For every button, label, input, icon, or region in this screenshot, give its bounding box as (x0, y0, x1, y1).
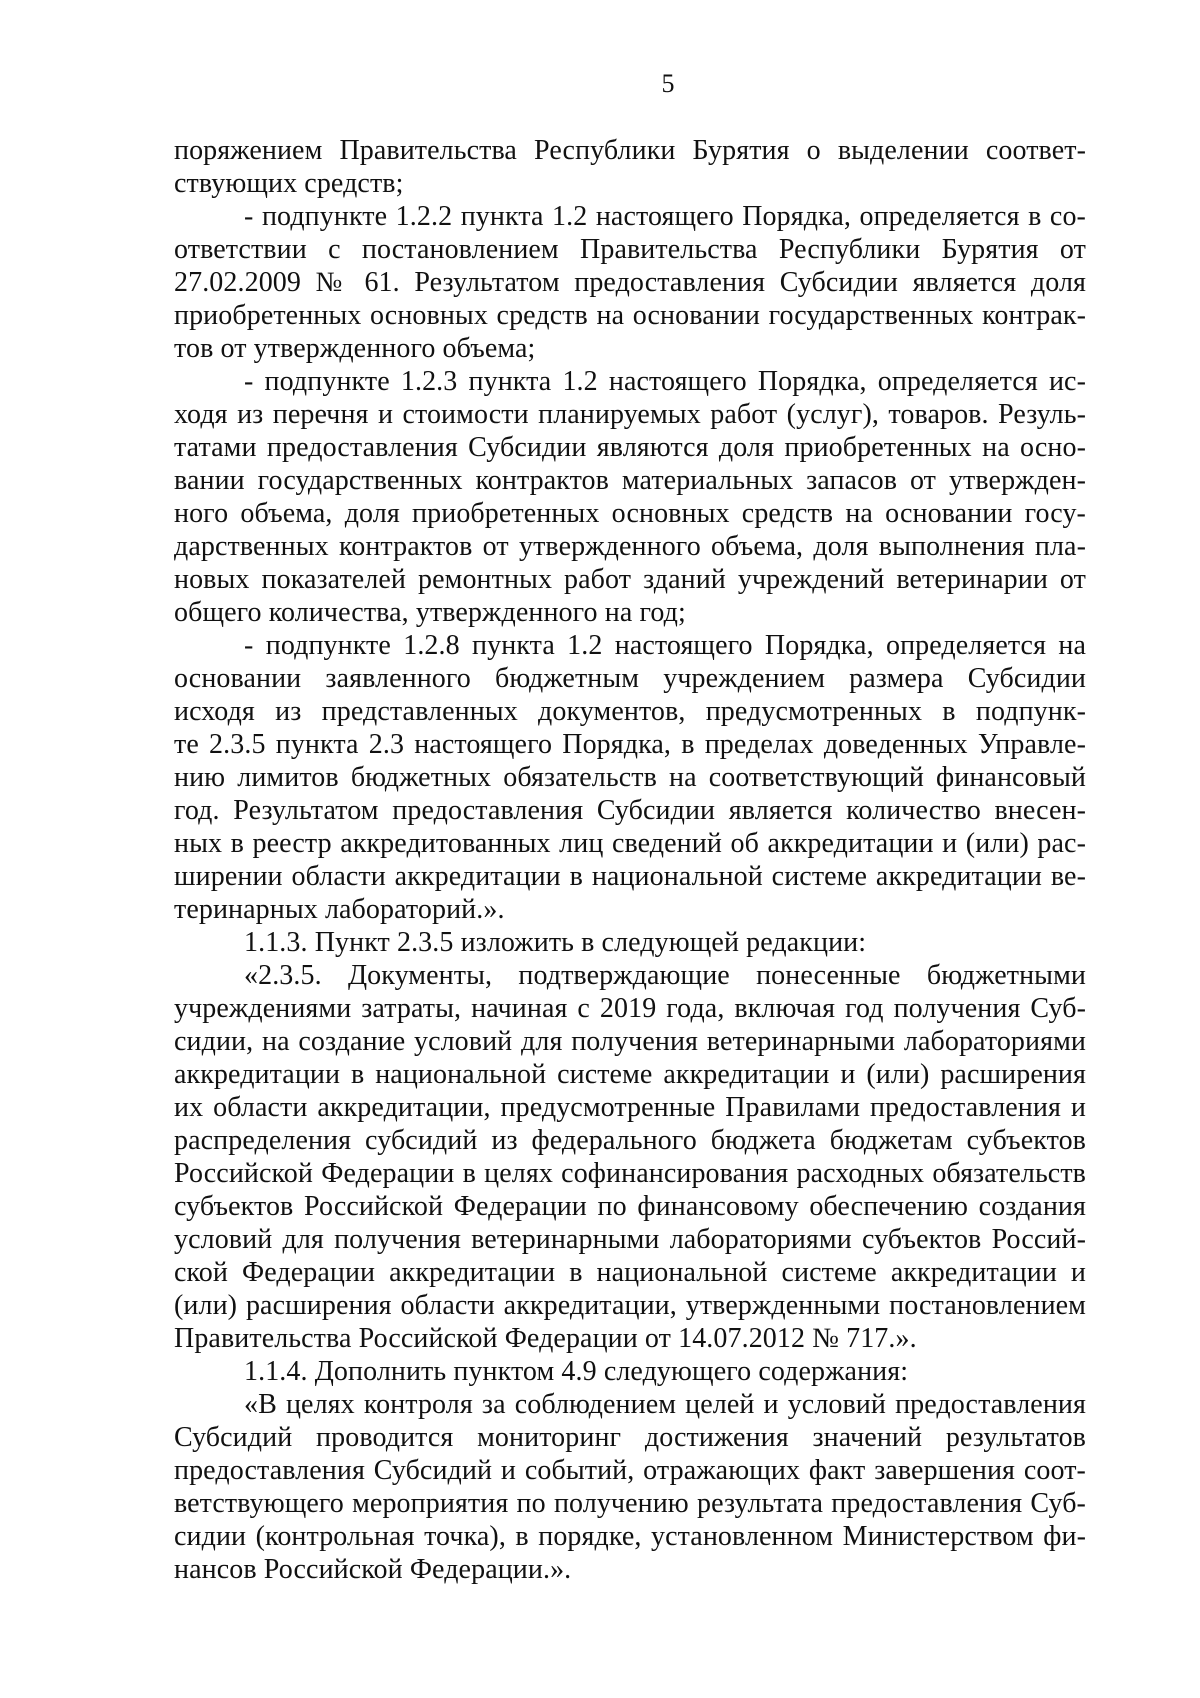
text-line: ствующих средств; (174, 168, 404, 199)
text-line: предоставления Субсидий и событий, отражающих факт завершения соот- (174, 1455, 1086, 1486)
text-line: общего количества, утвержденного на год; (174, 597, 686, 628)
text-line: субъектов Российской Федерации по финансовому обеспечению создания (174, 1191, 1086, 1222)
text-line: - подпункте 1.2.3 пункта 1.2 настоящего Порядка, определяется ис- (244, 366, 1086, 397)
text-line: Российской Федерации в целях софинансирования расходных обязательств (174, 1158, 1086, 1189)
text-line: ветствующего мероприятия по получению результата предоставления Суб- (174, 1488, 1086, 1519)
text-line: 1.1.4. Дополнить пунктом 4.9 следующего содержания: (244, 1356, 909, 1387)
text-line: 27.02.2009 № 61. Результатом предоставления Субсидии является доля (174, 267, 1086, 298)
text-line: нию лимитов бюджетных обязательств на соответствующий финансовый (174, 762, 1086, 793)
text-line: нансов Российской Федерации.». (174, 1554, 572, 1585)
text-line: ного объема, доля приобретенных основных средств на основании госу- (174, 498, 1086, 529)
text-line: ширении области аккредитации в национальной системе аккредитации ве- (174, 861, 1086, 892)
text-line: - подпункте 1.2.8 пункта 1.2 настоящего Порядка, определяется на (244, 630, 1086, 661)
text-line: «2.3.5. Документы, подтверждающие понесенные бюджетными (244, 960, 1086, 991)
text-line: аккредитации в национальной системе аккредитации и (или) расширения (174, 1059, 1086, 1090)
text-line: - подпункте 1.2.2 пункта 1.2 настоящего Порядка, определяется в со- (244, 201, 1086, 232)
text-line: новых показателей ремонтных работ зданий учреждений ветеринарии от (174, 564, 1086, 595)
page-number: 5 (661, 69, 675, 98)
text-line: основании заявленного бюджетным учреждением размера Субсидии (174, 663, 1086, 694)
text-line: их области аккредитации, предусмотренные Правилами предоставления и (174, 1092, 1086, 1123)
text-line: исходя из представленных документов, предусмотренных в подпунк- (174, 696, 1086, 727)
text-line: вании государственных контрактов материальных запасов от утвержден- (174, 465, 1086, 496)
document-body (174, 134, 1086, 1586)
text-line: тов от утвержденного объема; (174, 333, 536, 364)
text-line: сидии, на создание условий для получения ветеринарными лабораториями (174, 1026, 1086, 1057)
text-line: «В целях контроля за соблюдением целей и условий предоставления (244, 1389, 1086, 1420)
text-line: учреждениями затраты, начиная с 2019 года, включая год получения Суб- (174, 993, 1086, 1024)
text-line: Правительства Российской Федерации от 14.07.2012 № 717.». (174, 1323, 917, 1354)
text-line: дарственных контрактов от утвержденного объема, доля выполнения пла- (174, 531, 1086, 562)
text-line: ответствии с постановлением Правительства Республики Бурятия от (174, 234, 1086, 265)
text-line: ской Федерации аккредитации в национальной системе аккредитации и (174, 1257, 1086, 1288)
text-line: сидии (контрольная точка), в порядке, установленном Министерством фи- (174, 1521, 1086, 1552)
text-line: ных в реестр аккредитованных лиц сведений об аккредитации и (или) рас- (174, 828, 1086, 859)
text-line: татами предоставления Субсидии являются доля приобретенных на осно- (174, 432, 1086, 463)
text-line: теринарных лабораторий.». (174, 894, 505, 925)
text-line: 1.1.3. Пункт 2.3.5 изложить в следующей редакции: (244, 927, 867, 958)
text-line: условий для получения ветеринарными лабораториями субъектов Россий- (174, 1224, 1086, 1255)
text-line: распределения субсидий из федерального бюджета бюджетам субъектов (174, 1125, 1086, 1156)
text-line: (или) расширения области аккредитации, утвержденными постановлением (174, 1290, 1086, 1321)
text-line: Субсидий проводится мониторинг достижения значений результатов (174, 1422, 1086, 1453)
text-line: приобретенных основных средств на основании государственных контрак- (174, 300, 1086, 331)
text-line: поряжением Правительства Республики Бурятия о выделении соответ- (174, 135, 1086, 166)
text-line: ходя из перечня и стоимости планируемых работ (услуг), товаров. Резуль- (174, 399, 1086, 430)
text-line: год. Результатом предоставления Субсидии является количество внесен- (174, 795, 1086, 826)
text-line: те 2.3.5 пункта 2.3 настоящего Порядка, в пределах доведенных Управле- (174, 729, 1086, 760)
